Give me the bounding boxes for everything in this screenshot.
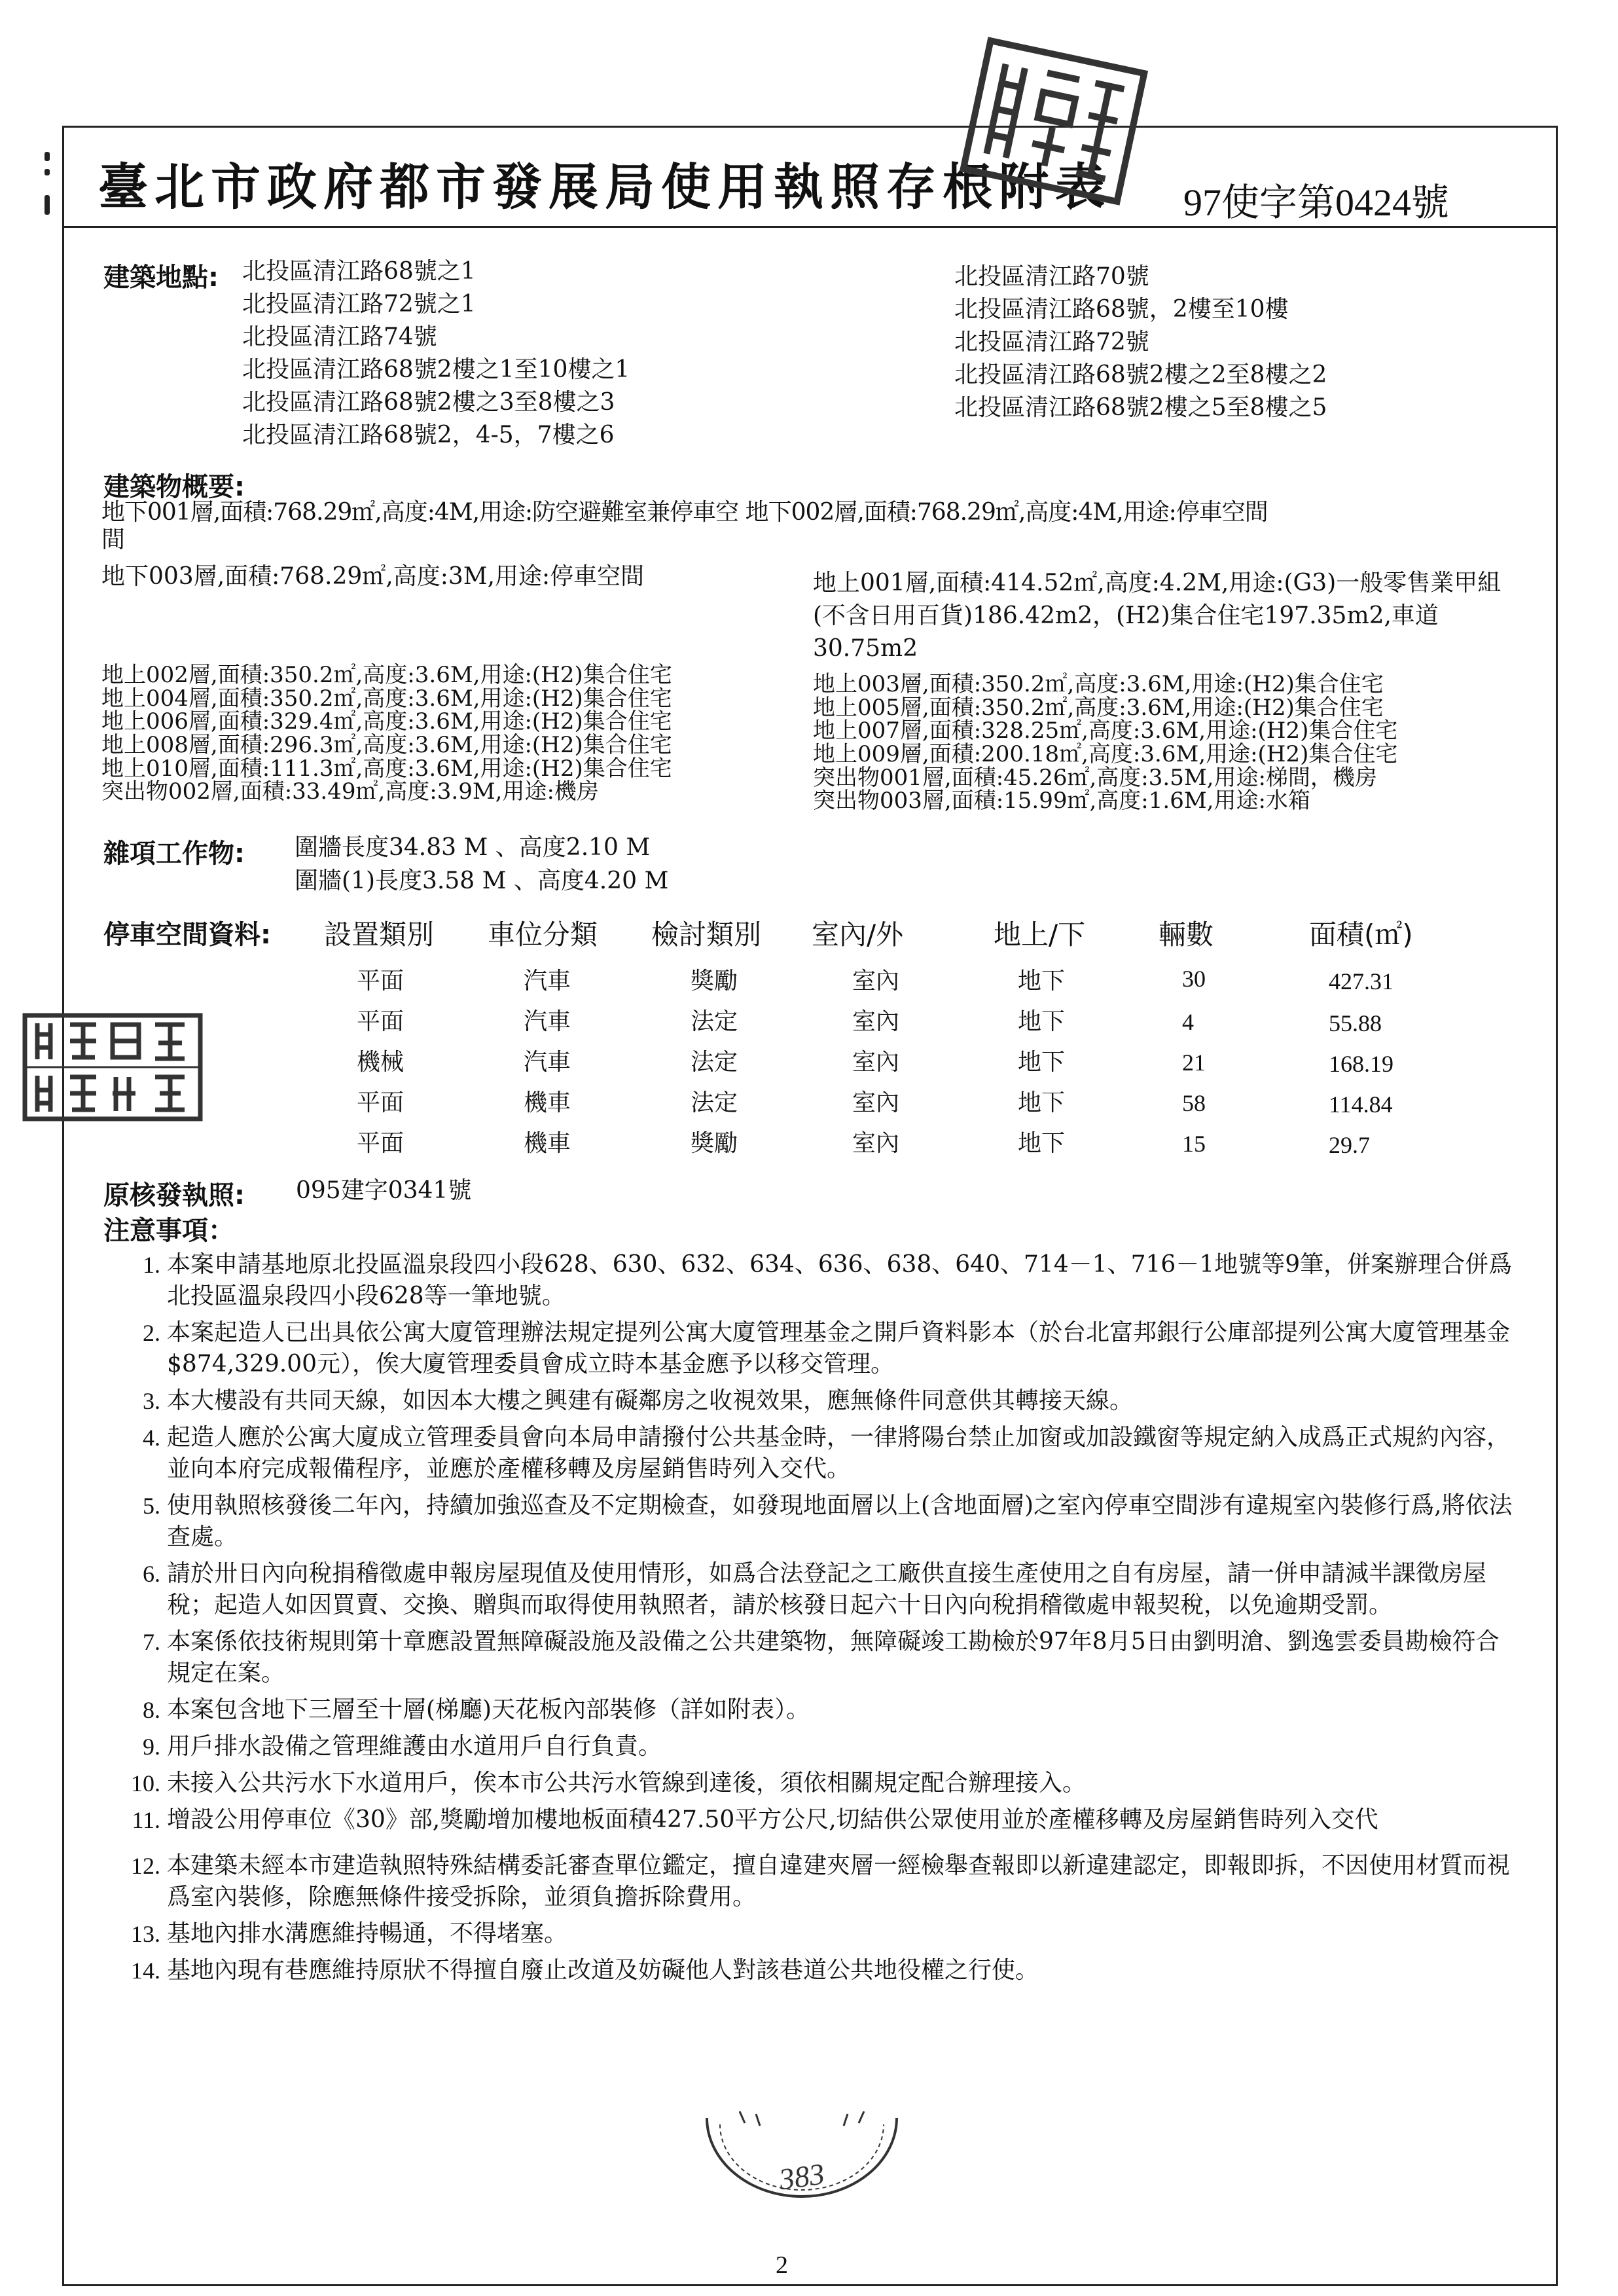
note-text: 用戶排水設備之管理維護由水道用戶自行負責。 — [167, 1733, 662, 1760]
notes-list — [108, 1249, 1522, 1992]
note-number: 9. — [143, 1734, 160, 1760]
list-item — [108, 1768, 1522, 1799]
list-item — [108, 1490, 1522, 1553]
list-item — [108, 1955, 1522, 1986]
parking-cell: 427.31 — [1329, 968, 1393, 994]
list-item — [108, 1918, 1522, 1950]
list-item — [108, 1626, 1522, 1689]
building-summary-label: 建築物概要: — [103, 472, 245, 502]
parking-header-review-type: 檢討類別 — [651, 919, 762, 951]
parking-header-above-below: 地上/下 — [994, 919, 1086, 951]
note-number: 5. — [143, 1493, 160, 1519]
list-item — [108, 1422, 1522, 1485]
approval-stamp-left — [21, 1011, 204, 1123]
parking-cell: 室內 — [852, 1089, 900, 1116]
basement-floor-3: 地下003層,面積:768.29㎡,高度:3M,用途:停車空間 — [101, 563, 645, 590]
parking-cell: 室內 — [852, 968, 900, 994]
note-number: 3. — [143, 1388, 160, 1414]
note-text: 本案申請基地原北投區溫泉段四小段628、630、632、634、636、638、640、714－1、716－1地號等9筆，併案辦理合併爲北投區溫泉段四小段628等一筆地號。 — [167, 1251, 1513, 1309]
misc-work-item: 圍牆長度34.83 M 、高度2.10 M — [295, 834, 651, 861]
list-item — [108, 1804, 1522, 1836]
site-label: 建築地點: — [103, 263, 219, 293]
floor-item: 地上009層,面積:200.18㎡,高度:3.6M,用途:(H2)集合住宅 — [813, 741, 1398, 768]
address-list-left — [242, 255, 630, 452]
address-item: 北投區清江路72號之1 — [242, 291, 476, 318]
floor-item: 地上006層,面積:329.4㎡,高度:3.6M,用途:(H2)集合住宅 — [101, 708, 672, 735]
floor-item: 突出物001層,面積:45.26㎡,高度:3.5M,用途:梯間，機房 — [813, 764, 1377, 791]
parking-cell: 30 — [1182, 966, 1206, 992]
note-number: 12. — [131, 1853, 160, 1879]
ground-floor-1: 地上001層,面積:414.52㎡,高度:4.2M,用途:(G3)一般零售業甲組(不含日用百貨)186.42m2，(H2)集合住宅197.35m2,車道30.75m2 — [813, 570, 1501, 662]
note-text: 本建築未經本市建造執照特殊結構委託審查單位鑑定，擅自違建夾層一經檢舉查報即以新違建認定，即報即拆，不因使用材質而視爲室內裝修，除應無條件接受拆除，並須負擔拆除費用。 — [167, 1852, 1511, 1910]
parking-cell: 室內 — [852, 1008, 900, 1035]
note-text: 本案包含地下三層至十層(梯廳)天花板內部裝修（詳如附表）。 — [167, 1696, 810, 1723]
floor-item: 地上003層,面積:350.2㎡,高度:3.6M,用途:(H2)集合住宅 — [813, 671, 1384, 697]
floor-item: 地上002層,面積:350.2㎡,高度:3.6M,用途:(H2)集合住宅 — [101, 662, 672, 688]
floor-item: 地上010層,面積:111.3㎡,高度:3.6M,用途:(H2)集合住宅 — [101, 755, 672, 782]
note-number: 2. — [143, 1320, 160, 1346]
note-number: 4. — [143, 1425, 160, 1451]
address-item: 北投區清江路68號，2樓至10樓 — [954, 296, 1289, 323]
basement-floor-1-wrap: 間 — [101, 526, 126, 553]
parking-cell: 汽車 — [524, 968, 571, 994]
list-item — [108, 1249, 1522, 1312]
parking-cell: 168.19 — [1329, 1051, 1393, 1077]
floor-item: 突出物002層,面積:33.49㎡,高度:3.9M,用途:機房 — [101, 778, 599, 805]
note-text: 本案係依技術規則第十章應設置無障礙設施及設備之公共建築物，無障礙竣工勘檢於97年8月5日由劉明滄、劉逸雲委員勘檢符合規定在案。 — [167, 1628, 1500, 1686]
note-text: 增設公用停車位《30》部,獎勵增加樓地板面積427.50平方公尺,切結供公眾使用並於產權移轉及房屋銷售時列入交代 — [167, 1806, 1378, 1833]
page-title: 臺北市政府都市發展局使用執照存根附表 — [98, 158, 1111, 216]
parking-cell: 室內 — [852, 1130, 900, 1157]
parking-cell: 機車 — [524, 1130, 571, 1157]
floor-item: 地上007層,面積:328.25㎡,高度:3.6M,用途:(H2)集合住宅 — [813, 718, 1398, 744]
parking-header-area: 面積(㎡) — [1309, 919, 1413, 951]
parking-cell: 114.84 — [1329, 1091, 1393, 1118]
parking-cell: 地下 — [1018, 1049, 1066, 1076]
parking-cell: 地下 — [1018, 1008, 1066, 1035]
parking-cell: 地下 — [1018, 1089, 1066, 1116]
misc-work-item: 圍牆(1)長度3.58 M 、高度4.20 M — [295, 867, 669, 894]
approval-stamp-top — [946, 36, 1162, 206]
list-item — [108, 1558, 1522, 1621]
note-number: 13. — [131, 1921, 160, 1947]
list-item — [108, 1694, 1522, 1726]
note-number: 8. — [143, 1697, 160, 1723]
note-text: 起造人應於公寓大廈成立管理委員會向本局申請撥付公共基金時，一律將陽台禁止加窗或加設鐵窗等規定納入成爲正式規約內容，並向本府完成報備程序，並應於產權移轉及房屋銷售時列入交代。 — [167, 1424, 1511, 1482]
original-permit-value: 095建字0341號 — [296, 1177, 472, 1204]
note-number: 14. — [131, 1958, 160, 1984]
floor-list-right — [813, 673, 1397, 813]
parking-cell: 平面 — [357, 968, 404, 994]
parking-cell: 機車 — [524, 1089, 571, 1116]
note-text: 基地內排水溝應維持暢通，不得堵塞。 — [167, 1920, 568, 1947]
parking-cell: 汽車 — [524, 1008, 571, 1035]
binder-hole-mark — [45, 169, 50, 175]
parking-header-indoor-outdoor: 室內/外 — [812, 919, 904, 951]
note-number: 1. — [143, 1252, 160, 1278]
note-text: 本大樓設有共同天線，如因本大樓之興建有礙鄰房之收視效果，應無條件同意供其轉接天線。 — [167, 1387, 1134, 1414]
basement-floors-1-2: 地下001層,面積:768.29㎡,高度:4M,用途:防空避難室兼停車空 地下002層,面積:768.29㎡,高度:4M,用途:停車空間 — [101, 499, 1268, 526]
floor-list-left — [101, 664, 672, 804]
address-item: 北投區清江路68號之1 — [242, 258, 476, 285]
parking-cell: 法定 — [691, 1089, 738, 1116]
list-item — [108, 1731, 1522, 1762]
floor-item: 地上005層,面積:350.2㎡,高度:3.6M,用途:(H2)集合住宅 — [813, 694, 1384, 721]
address-item: 北投區清江路68號2樓之5至8樓之5 — [954, 394, 1327, 421]
parking-header-count: 輛數 — [1159, 919, 1214, 951]
note-number: 11. — [132, 1807, 160, 1833]
address-list-right — [954, 261, 1327, 424]
parking-cell: 機械 — [357, 1049, 404, 1076]
page-number: 2 — [776, 2251, 788, 2279]
address-item: 北投區清江路68號2樓之1至10樓之1 — [242, 356, 630, 383]
note-text: 基地內現有巷應維持原狀不得擅自廢止改道及妨礙他人對該巷道公共地役權之行使。 — [167, 1957, 1039, 1984]
address-item: 北投區清江路68號2，4-5，7樓之6 — [242, 422, 615, 448]
parking-cell: 獎勵 — [691, 968, 738, 994]
misc-works-label: 雜項工作物: — [103, 839, 245, 869]
note-text: 未接入公共污水下水道用戶，俟本市公共污水管線到達後，須依相關規定配合辦理接入。 — [167, 1770, 1087, 1796]
list-item — [108, 1317, 1522, 1380]
parking-cell: 平面 — [357, 1008, 404, 1035]
parking-cell: 法定 — [691, 1008, 738, 1035]
parking-cell: 地下 — [1018, 968, 1066, 994]
floor-item: 突出物003層,面積:15.99㎡,高度:1.6M,用途:水箱 — [813, 788, 1310, 814]
address-item: 北投區清江路68號2樓之3至8樓之3 — [242, 389, 615, 416]
binder-hole-mark — [45, 152, 50, 161]
seal-number: 383 — [777, 2157, 827, 2196]
original-permit-label: 原核發執照: — [103, 1180, 245, 1211]
binder-hole-mark — [45, 195, 50, 215]
parking-cell: 室內 — [852, 1049, 900, 1076]
address-item: 北投區清江路72號 — [954, 329, 1149, 355]
parking-cell: 4 — [1182, 1009, 1194, 1035]
permit-number: 97使字第0424號 — [1183, 181, 1450, 224]
parking-header-setup-type: 設置類別 — [324, 919, 435, 951]
parking-cell: 獎勵 — [691, 1130, 738, 1157]
parking-label: 停車空間資料: — [103, 920, 271, 950]
parking-cell: 地下 — [1018, 1130, 1066, 1157]
note-text: 使用執照核發後二年內，持續加強巡查及不定期檢查，如發現地面層以上(含地面層)之室內停車空間涉有違規室內裝修行爲,將依法查處。 — [167, 1492, 1513, 1550]
note-number: 10. — [131, 1770, 160, 1796]
parking-cell: 平面 — [357, 1089, 404, 1116]
bottom-seal — [694, 2105, 910, 2203]
notes-label: 注意事項： — [103, 1216, 234, 1246]
parking-cell: 55.88 — [1329, 1010, 1382, 1036]
note-text: 本案起造人已出具依公寓大廈管理辦法規定提列公寓大廈管理基金之開戶資料影本（於台北富邦銀行公庫部提列公寓大廈管理基金$874,329.00元），俟大廈管理委員會成立時本基金應予以移交管理。 — [167, 1319, 1511, 1377]
parking-cell: 法定 — [691, 1049, 738, 1076]
address-item: 北投區清江路68號2樓之2至8樓之2 — [954, 361, 1327, 388]
list-item — [108, 1850, 1522, 1913]
address-item: 北投區清江路70號 — [954, 263, 1149, 290]
parking-cell: 平面 — [357, 1130, 404, 1157]
list-item — [108, 1385, 1522, 1417]
address-item: 北投區清江路74號 — [242, 323, 437, 350]
note-number: 6. — [143, 1561, 160, 1587]
parking-header-space-type: 車位分類 — [488, 919, 598, 951]
note-number: 7. — [143, 1629, 160, 1655]
floor-item: 地上008層,面積:296.3㎡,高度:3.6M,用途:(H2)集合住宅 — [101, 732, 672, 759]
parking-cell: 21 — [1182, 1049, 1206, 1076]
parking-cell: 29.7 — [1329, 1132, 1370, 1158]
floor-item: 地上004層,面積:350.2㎡,高度:3.6M,用途:(H2)集合住宅 — [101, 685, 672, 712]
parking-cell: 汽車 — [524, 1049, 571, 1076]
parking-cell: 15 — [1182, 1131, 1206, 1157]
parking-cell: 58 — [1182, 1090, 1206, 1116]
note-text: 請於卅日內向稅捐稽徵處申報房屋現值及使用情形，如爲合法登記之工廠供直接生產使用之自有房屋，請一併申請減半課徵房屋稅；起造人如因買賣、交換、贈與而取得使用執照者，請於核發日起六十日內向稅捐稽徵處申報契稅，以免逾期受罰。 — [167, 1560, 1487, 1618]
